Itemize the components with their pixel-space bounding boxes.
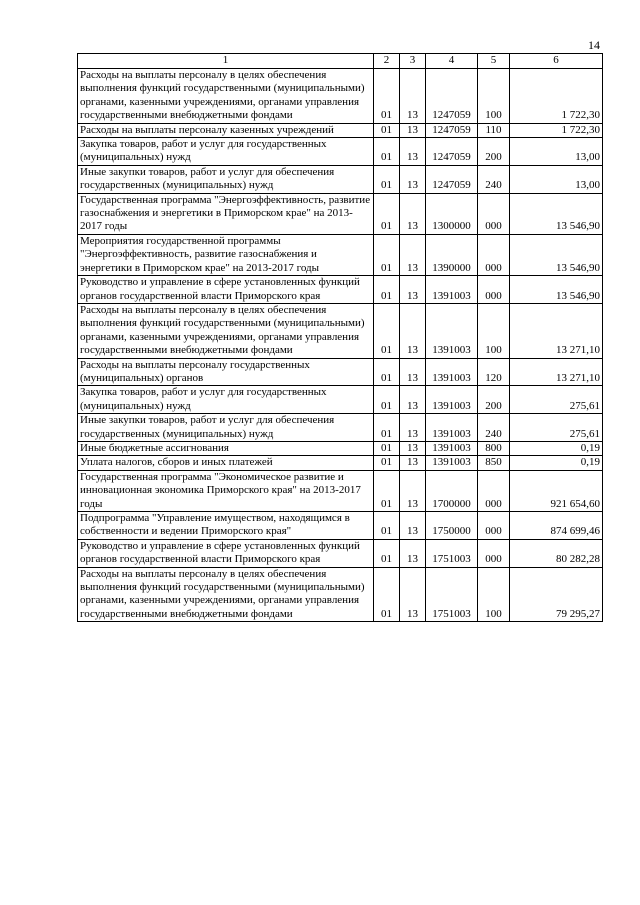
row-amount-cell: 275,61 xyxy=(510,386,603,414)
row-amount-cell: 13,00 xyxy=(510,165,603,193)
table-row xyxy=(78,386,603,414)
table-body xyxy=(78,69,603,622)
row-name-cell: Иные бюджетные ассигнования xyxy=(78,441,374,455)
row-name-cell: Расходы на выплаты персоналу в целях обеспечения выполнения функций государственными (муниципальными) органами, казенными учреждениями, органами управления государственными внебюджетными фондами xyxy=(78,303,374,358)
row-amount-cell: 1 722,30 xyxy=(510,123,603,137)
table-row xyxy=(78,303,603,358)
table-row xyxy=(78,456,603,470)
row-section-cell: 01 xyxy=(374,123,400,137)
row-target-article-cell: 1391003 xyxy=(426,276,478,304)
row-amount-cell: 13,00 xyxy=(510,138,603,166)
row-subsection-cell: 13 xyxy=(400,276,426,304)
row-amount-cell: 13 271,10 xyxy=(510,358,603,386)
table-row xyxy=(78,512,603,540)
row-section-cell: 01 xyxy=(374,539,400,567)
row-subsection-cell: 13 xyxy=(400,539,426,567)
row-subsection-cell: 13 xyxy=(400,303,426,358)
row-section-cell: 01 xyxy=(374,567,400,622)
row-target-article-cell: 1247059 xyxy=(426,123,478,137)
header-col-2: 2 xyxy=(374,54,400,69)
row-expense-type-cell: 110 xyxy=(478,123,510,137)
row-expense-type-cell: 200 xyxy=(478,138,510,166)
row-section-cell: 01 xyxy=(374,165,400,193)
row-name-cell: Расходы на выплаты персоналу в целях обеспечения выполнения функций государственными (муниципальными) органами, казенными учреждениями, органами управления государственными внебюджетными фондами xyxy=(78,567,374,622)
row-expense-type-cell: 100 xyxy=(478,567,510,622)
row-name-cell: Расходы на выплаты персоналу государственных (муниципальных) органов xyxy=(78,358,374,386)
table-row xyxy=(78,567,603,622)
row-name-cell: Расходы на выплаты персоналу казенных учреждений xyxy=(78,123,374,137)
row-subsection-cell: 13 xyxy=(400,414,426,442)
page-number: 14 xyxy=(588,38,600,52)
row-expense-type-cell: 000 xyxy=(478,512,510,540)
row-name-cell: Подпрограмма "Управление имуществом, находящимся в собственности и ведении Приморского края" xyxy=(78,512,374,540)
header-col-3: 3 xyxy=(400,54,426,69)
row-target-article-cell: 1751003 xyxy=(426,539,478,567)
row-expense-type-cell: 100 xyxy=(478,69,510,124)
header-row xyxy=(78,54,603,69)
row-amount-cell: 874 699,46 xyxy=(510,512,603,540)
table-row xyxy=(78,123,603,137)
header-col-6: 6 xyxy=(510,54,603,69)
row-expense-type-cell: 800 xyxy=(478,441,510,455)
row-subsection-cell: 13 xyxy=(400,386,426,414)
row-amount-cell: 0,19 xyxy=(510,456,603,470)
header-col-4: 4 xyxy=(426,54,478,69)
row-section-cell: 01 xyxy=(374,358,400,386)
row-target-article-cell: 1247059 xyxy=(426,138,478,166)
row-expense-type-cell: 000 xyxy=(478,539,510,567)
row-expense-type-cell: 100 xyxy=(478,303,510,358)
row-expense-type-cell: 000 xyxy=(478,276,510,304)
table-row xyxy=(78,138,603,166)
row-section-cell: 01 xyxy=(374,414,400,442)
row-amount-cell: 921 654,60 xyxy=(510,470,603,511)
row-amount-cell: 13 546,90 xyxy=(510,193,603,234)
row-expense-type-cell: 000 xyxy=(478,234,510,275)
row-amount-cell: 13 271,10 xyxy=(510,303,603,358)
row-name-cell: Руководство и управление в сфере установленных функций органов государственной власти Приморского края xyxy=(78,539,374,567)
table-row xyxy=(78,69,603,124)
row-expense-type-cell: 240 xyxy=(478,165,510,193)
row-section-cell: 01 xyxy=(374,386,400,414)
row-section-cell: 01 xyxy=(374,512,400,540)
row-name-cell: Иные закупки товаров, работ и услуг для обеспечения государственных (муниципальных) нужд xyxy=(78,414,374,442)
row-subsection-cell: 13 xyxy=(400,470,426,511)
row-name-cell: Государственная программа "Экономическое развитие и инновационная экономика Приморского края" на 2013-2017 годы xyxy=(78,470,374,511)
row-expense-type-cell: 850 xyxy=(478,456,510,470)
row-section-cell: 01 xyxy=(374,303,400,358)
row-section-cell: 01 xyxy=(374,276,400,304)
row-name-cell: Иные закупки товаров, работ и услуг для обеспечения государственных (муниципальных) нужд xyxy=(78,165,374,193)
table-row xyxy=(78,539,603,567)
row-target-article-cell: 1391003 xyxy=(426,414,478,442)
row-expense-type-cell: 200 xyxy=(478,386,510,414)
row-subsection-cell: 13 xyxy=(400,193,426,234)
row-subsection-cell: 13 xyxy=(400,138,426,166)
row-amount-cell: 80 282,28 xyxy=(510,539,603,567)
row-section-cell: 01 xyxy=(374,234,400,275)
row-amount-cell: 13 546,90 xyxy=(510,276,603,304)
row-section-cell: 01 xyxy=(374,456,400,470)
row-amount-cell: 79 295,27 xyxy=(510,567,603,622)
row-target-article-cell: 1390000 xyxy=(426,234,478,275)
header-col-1: 1 xyxy=(78,54,374,69)
row-amount-cell: 13 546,90 xyxy=(510,234,603,275)
row-section-cell: 01 xyxy=(374,138,400,166)
row-expense-type-cell: 000 xyxy=(478,193,510,234)
row-amount-cell: 1 722,30 xyxy=(510,69,603,124)
row-section-cell: 01 xyxy=(374,470,400,511)
row-subsection-cell: 13 xyxy=(400,441,426,455)
row-subsection-cell: 13 xyxy=(400,456,426,470)
row-subsection-cell: 13 xyxy=(400,567,426,622)
table-row xyxy=(78,165,603,193)
row-section-cell: 01 xyxy=(374,441,400,455)
row-name-cell: Закупка товаров, работ и услуг для государственных (муниципальных) нужд xyxy=(78,138,374,166)
row-name-cell: Мероприятия государственной программы "Энергоэффективность, развитие газоснабжения и энергетики в Приморском крае" на 2013-2017 годы xyxy=(78,234,374,275)
row-subsection-cell: 13 xyxy=(400,358,426,386)
row-name-cell: Уплата налогов, сборов и иных платежей xyxy=(78,456,374,470)
table-row xyxy=(78,414,603,442)
row-target-article-cell: 1247059 xyxy=(426,165,478,193)
row-name-cell: Расходы на выплаты персоналу в целях обеспечения выполнения функций государственными (муниципальными) органами, казенными учреждениями, органами управления государственными внебюджетными фондами xyxy=(78,69,374,124)
row-amount-cell: 0,19 xyxy=(510,441,603,455)
row-target-article-cell: 1391003 xyxy=(426,456,478,470)
table-row xyxy=(78,276,603,304)
table-row xyxy=(78,470,603,511)
row-name-cell: Государственная программа "Энергоэффективность, развитие газоснабжения и энергетики в Приморском крае" на 2013-2017 годы xyxy=(78,193,374,234)
row-target-article-cell: 1700000 xyxy=(426,470,478,511)
row-subsection-cell: 13 xyxy=(400,69,426,124)
row-subsection-cell: 13 xyxy=(400,123,426,137)
row-target-article-cell: 1391003 xyxy=(426,441,478,455)
row-subsection-cell: 13 xyxy=(400,234,426,275)
row-expense-type-cell: 120 xyxy=(478,358,510,386)
row-target-article-cell: 1750000 xyxy=(426,512,478,540)
row-expense-type-cell: 000 xyxy=(478,470,510,511)
budget-table xyxy=(77,53,603,622)
row-subsection-cell: 13 xyxy=(400,512,426,540)
row-target-article-cell: 1751003 xyxy=(426,567,478,622)
row-section-cell: 01 xyxy=(374,193,400,234)
row-target-article-cell: 1391003 xyxy=(426,386,478,414)
row-target-article-cell: 1300000 xyxy=(426,193,478,234)
row-expense-type-cell: 240 xyxy=(478,414,510,442)
table-row xyxy=(78,193,603,234)
row-name-cell: Руководство и управление в сфере установленных функций органов государственной власти Приморского края xyxy=(78,276,374,304)
row-name-cell: Закупка товаров, работ и услуг для государственных (муниципальных) нужд xyxy=(78,386,374,414)
row-target-article-cell: 1247059 xyxy=(426,69,478,124)
header-col-5: 5 xyxy=(478,54,510,69)
table-row xyxy=(78,234,603,275)
table-row xyxy=(78,441,603,455)
table-row xyxy=(78,358,603,386)
row-amount-cell: 275,61 xyxy=(510,414,603,442)
row-target-article-cell: 1391003 xyxy=(426,358,478,386)
table-header xyxy=(78,54,603,69)
row-section-cell: 01 xyxy=(374,69,400,124)
row-target-article-cell: 1391003 xyxy=(426,303,478,358)
row-subsection-cell: 13 xyxy=(400,165,426,193)
